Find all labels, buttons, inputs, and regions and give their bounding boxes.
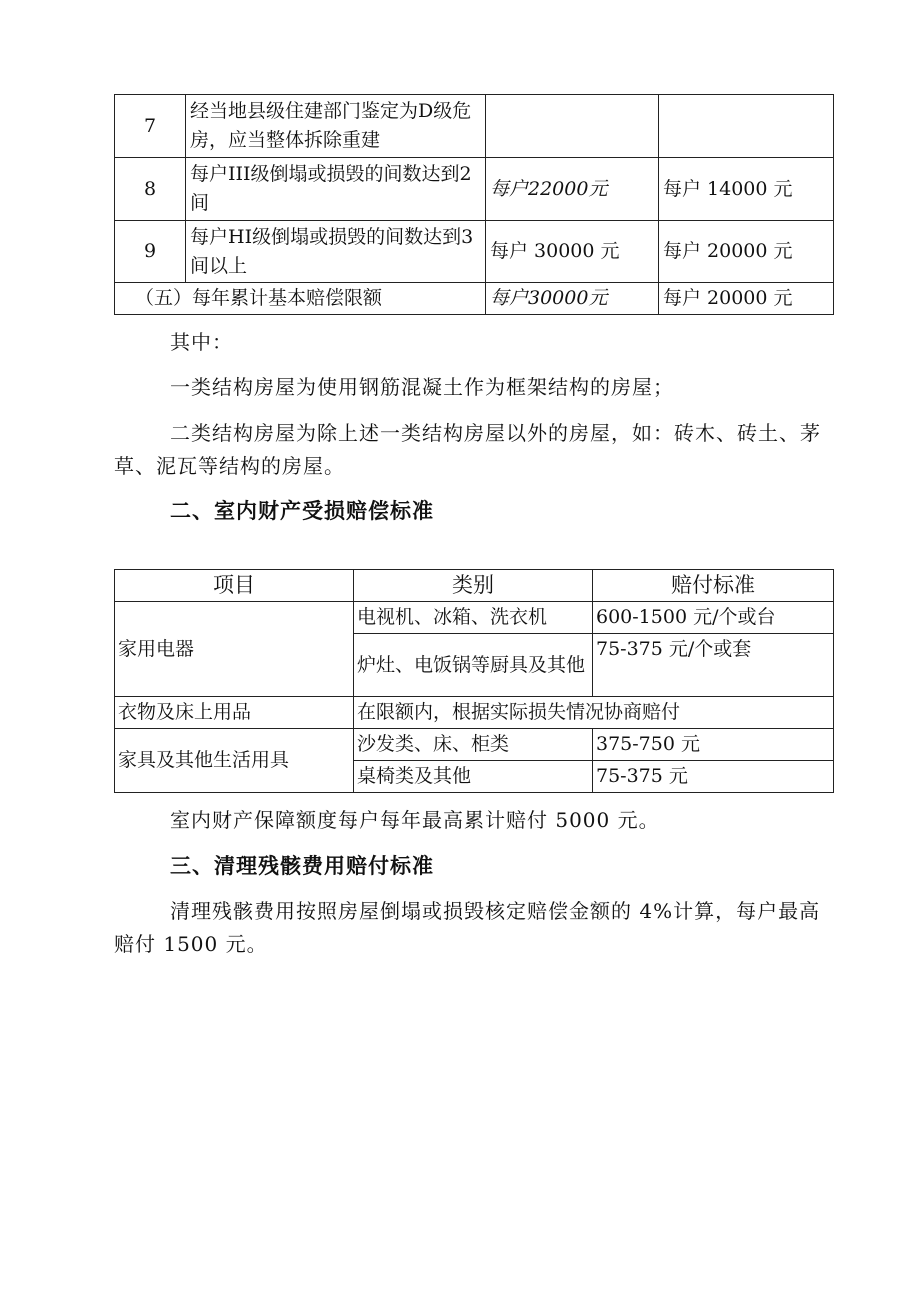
- item-clothing: 衣物及床上用品: [115, 697, 354, 729]
- standard-cell: 75-375 元: [593, 761, 834, 793]
- table-row: [115, 602, 834, 634]
- table-row: [115, 95, 834, 158]
- class2-definition: 二类结构房屋为除上述一类结构房屋以外的房屋，如：砖木、砖土、茅草、泥瓦等结构的房屋。: [114, 421, 821, 478]
- table-row: [115, 221, 834, 283]
- row-description: 经当地县级住建部门鉴定为D级危房，应当整体拆除重建: [186, 95, 486, 158]
- table-row: [115, 158, 834, 221]
- notes-intro: 其中：: [170, 330, 233, 354]
- class2-amount: 每户 14000 元: [659, 158, 834, 221]
- standard-cell: 375-750 元: [593, 729, 834, 761]
- limit-label: （五）每年累计基本赔偿限额: [115, 283, 486, 315]
- table-row: [115, 697, 834, 729]
- section2-heading: 二、室内财产受损赔偿标准: [170, 499, 434, 523]
- indoor-property-table: [114, 569, 834, 793]
- category-cell: 电视机、冰箱、洗衣机: [354, 602, 593, 634]
- class1-definition: 一类结构房屋为使用钢筋混凝土作为框架结构的房屋；: [170, 375, 674, 399]
- class2-amount: [659, 95, 834, 158]
- class2-amount: 每户 20000 元: [659, 221, 834, 283]
- limit-row: [115, 283, 834, 315]
- header-category: 类别: [354, 570, 593, 602]
- house-compensation-table: [114, 94, 834, 315]
- header-item: 项目: [115, 570, 354, 602]
- standard-cell: 75-375 元/个或套: [593, 634, 834, 697]
- class1-amount: [486, 95, 659, 158]
- class1-amount: 每户22000元: [486, 158, 659, 221]
- row-number: 7: [115, 95, 186, 158]
- row-number: 8: [115, 158, 186, 221]
- section3-text: 清理残骸费用按照房屋倒塌或损毁核定赔偿金额的 4%计算，每户最高赔付 1500 元。: [114, 899, 821, 956]
- row-description: 每户III级倒塌或损毁的间数达到2间: [186, 158, 486, 221]
- row-description: 每户HI级倒塌或损毁的间数达到3间以上: [186, 221, 486, 283]
- table-header-row: [115, 570, 834, 602]
- item-furniture: 家具及其他生活用具: [115, 729, 354, 793]
- category-cell: 炉灶、电饭锅等厨具及其他: [354, 634, 593, 697]
- standard-cell: 600-1500 元/个或台: [593, 602, 834, 634]
- header-standard: 赔付标准: [593, 570, 834, 602]
- limit-class2-amount: 每户 20000 元: [659, 283, 834, 315]
- limit-class1-amount: 每户30000元: [486, 283, 659, 315]
- item-appliances: 家用电器: [115, 602, 354, 697]
- section3-heading: 三、清理残骸费用赔付标准: [170, 854, 434, 878]
- row-number: 9: [115, 221, 186, 283]
- table-row: [115, 729, 834, 761]
- standard-cell: 在限额内，根据实际损失情况协商赔付: [354, 697, 834, 729]
- section2-note: 室内财产保障额度每户每年最高累计赔付 5000 元。: [170, 808, 660, 832]
- category-cell: 桌椅类及其他: [354, 761, 593, 793]
- category-cell: 沙发类、床、柜类: [354, 729, 593, 761]
- class1-amount: 每户 30000 元: [486, 221, 659, 283]
